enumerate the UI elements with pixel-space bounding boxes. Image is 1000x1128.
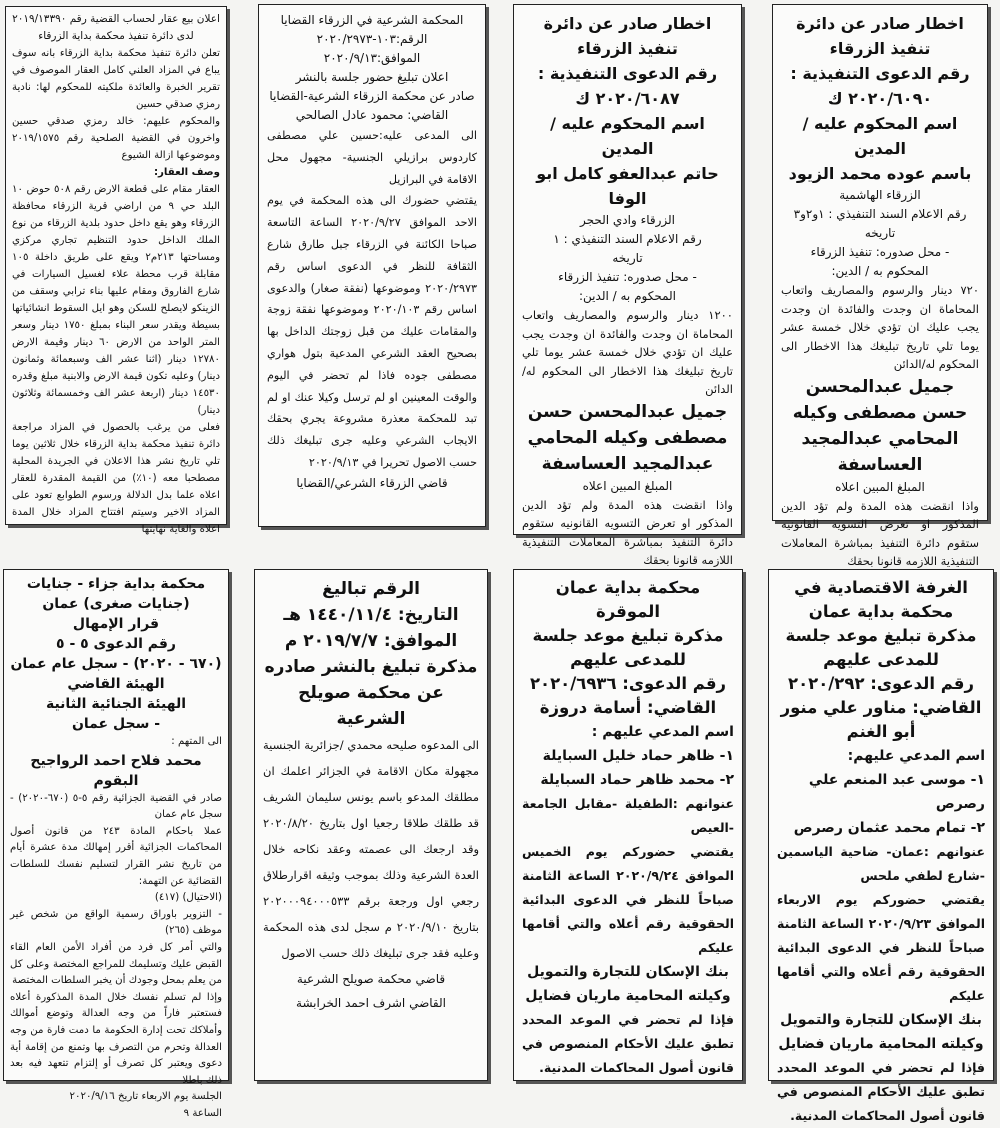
- court-division: (جنايات صغرى) عمان: [42, 596, 190, 612]
- debtor-address: الزرقاء وادي الحجر: [579, 213, 676, 227]
- defendants-label: اسم المدعي عليهم :: [591, 724, 734, 740]
- issuer: عن محكمة صويلح الشرعية: [298, 683, 444, 729]
- accused-label: الى المتهم :: [171, 736, 222, 747]
- notice-title: اعلان بيع عقار لحساب القضية رقم ٢٠١٩/١٣٣٩٠: [12, 13, 220, 25]
- decree-number: رقم الاعلام السند التنفيذي : ١: [553, 232, 702, 246]
- notice-title: مذكرة تبليغ بالنشر صادره: [264, 657, 478, 677]
- judge-name: القاضي: محمود عادل الصالحي: [295, 108, 449, 122]
- debtor-name: حاتم عبدالعفو كامل ابو الوفا: [536, 164, 719, 208]
- case-register: (٦٧٠ - ٢٠٢٠) - سجل عام عمان: [10, 656, 222, 672]
- warning: فإذا لم تحضر في الموعد المحدد تطبق عليك الأحكام المنصوص في قانون أصول المحاكمات المدنية.: [777, 1060, 985, 1123]
- arrest-order: والتي أمر كل فرد من أفراد الأمن العام القاء القبض عليك وتسليمك للمراجع المختصة وعلى كل من يعلم بمحل وجودك أن يخبر السلطات المختصة: [10, 941, 222, 987]
- hearing-details: يقتضي حضوركم يوم الاربعاء الموافق ٢٠٢٠/٩/٢٣ الساعة الثامنة صباحاً للنظر في الدعوى البدائية الحقوقية رقم أعلاه والتي أقامها عليكم: [777, 892, 985, 1003]
- notice-title: مذكرة تبليغ موعد جلسة للمدعى عليهم: [785, 626, 977, 669]
- issuer: لدى دائرة تنفيذ محكمة بداية الزرقاء: [38, 30, 194, 42]
- plaintiff: بنك الإسكان للتجارة والتمويل: [527, 964, 729, 980]
- notice-heading: اخطار صادر عن دائرة: [543, 14, 712, 33]
- issue-place: - محل صدوره: تنفيذ الزرقاء: [558, 270, 697, 284]
- notice-execution-6087: [513, 4, 742, 567]
- debtor-label: اسم المحكوم عليه / المدين: [550, 114, 705, 158]
- notice-body: تعلن دائرة تنفيذ محكمة بداية الزرقاء بانه سوف يباع في المزاد العلني كامل العقار الموصوف في تقرير الخبرة والعائدة ملكيته للمحكوم لها: نادية رمزي صدقي حسين: [12, 48, 220, 110]
- register-label: - سجل عمان: [71, 716, 161, 732]
- notice-heading: اخطار صادر عن دائرة: [796, 14, 964, 33]
- case-number: ٢٠٢٠/٦٠٨٧ ك: [575, 89, 680, 108]
- charge-2: - التزوير باوراق رسمية الواقع من شخص غير موظف (٢٦٥): [10, 908, 222, 937]
- notice-body: واذا انقضت هذه المدة ولم تؤد الدين المذكور او تعرض التسويه القانونيه ستقوم دائرة التنفيذ بمباشرة المعاملات التنفيذية اللازمه قانونا بحقك: [522, 497, 733, 567]
- reference-number: الرقم:١٠٣-٢٠٢٠/٢٩٧٣: [316, 32, 428, 46]
- notice-title: اعلان تبليغ حضور جلسة بالنشر: [295, 70, 449, 84]
- notice-execution-6090: [772, 4, 988, 568]
- notice-date: الموافق:٢٠٢٠/٩/١٣: [323, 51, 421, 65]
- judge-name: القاضي: أسامة دروزة: [539, 698, 717, 717]
- notice-heading: تنفيذ الزرقاء: [577, 39, 678, 58]
- session-time: الساعة ٩: [183, 1107, 222, 1119]
- court-name: محكمة بداية جزاء - جنايات: [26, 576, 206, 592]
- signature: قاضي محكمة صويلح الشرعية: [296, 972, 446, 986]
- auction-terms: فعلى من يرغب بالحصول في المزاد مراجعة دائرة تنفيذ محكمة بداية الزرقاء خلال ثلاثين يوما تلي تاريخ نشر هذا الاعلان في الجريدة المحلية مصطحبا معه (١٠٪) من القيمة المقدرة للعقار اعلاه علما بدل الدلالة ورسوم الطوابع تعود على المزاد الاخير وسيتم افتتاح المزاد خلال المدة اعلاه والغاية نهايتها: [12, 422, 221, 535]
- judgment-label: المحكوم به / الدين:: [831, 264, 929, 278]
- session-date: الجلسة يوم الاربعاء تاريخ ٢٠٢٠/٩/١٦: [69, 1091, 222, 1103]
- case-number: رقم الدعوى: ٢٠٢٠/٢٩٢: [788, 674, 974, 693]
- court-name: محكمة بداية عمان الموقرة: [555, 578, 701, 621]
- defendant-2: ٢- محمد ظاهر حماد السبايلة: [540, 772, 734, 788]
- notice-sharia-court-zarqa: [258, 4, 486, 527]
- amount-note: المبلغ المبين اعلاه: [582, 478, 673, 493]
- decree-date-label: تاريخه: [864, 226, 896, 240]
- notice-heading: تنفيذ الزرقاء: [829, 39, 931, 58]
- plaintiff: بنك الإسكان للتجارة والتمويل: [780, 1012, 982, 1028]
- property-description-label: وصف العقار:: [153, 167, 220, 178]
- panel-label: الهيئة القاضي: [67, 676, 165, 692]
- decree-number: رقم الاعلام السند التنفيذي : ١و٢و٣: [793, 207, 967, 221]
- defendant-1: ١- موسى عبد المنعم علي رصرص: [808, 772, 985, 812]
- accused-name: محمد فلاح احمد الرواجيح البقوم: [30, 752, 202, 789]
- judge-name: القاضي: مناور علي منور أبو الغنم: [780, 698, 982, 741]
- judgment-label: المحكوم به / الدين:: [579, 289, 676, 303]
- notice-body: واذا انقضت هذه المدة ولم تؤد الدين المذكور او تعرض التسويه القانونيه ستقوم دائرة التنفيذ بمباشرة المعاملات التنفيذية اللازمه قانونا بحقك: [781, 498, 979, 568]
- debtor-address: الزرقاء الهاشمية: [839, 188, 921, 202]
- court-name: المحكمة الشرعية في الزرقاء القضايا: [280, 13, 464, 27]
- defendants-address: عنوانهم :عمان- ضاحية الياسمين -شارع لطفي ملحس: [777, 844, 985, 883]
- court-name: الغرفة الاقتصادية في محكمة بداية عمان: [794, 578, 968, 621]
- case-number-label: رقم الدعوى التنفيذية :: [537, 64, 718, 83]
- gregorian-date: الموافق: ٢٠١٩/٧/٧ م: [284, 631, 458, 651]
- notice-property-sale: [5, 6, 227, 535]
- defendants: والمحكوم عليهم: خالد رمزي صدقي حسين واخرون في القضية الصلحية رقم ٢٠١٩/١٥٧٥ وموضوعها ازالة الشيوع: [12, 116, 220, 161]
- decision-title: قرار الإمهال: [72, 616, 160, 632]
- defendant: الى المدعى عليه:حسين علي مصطفى كاردوس برازيلي الجنسية- مجهول محل الاقامة في البرازيل: [267, 129, 477, 186]
- notice-economic-chamber: [768, 569, 994, 1123]
- issue-place: - محل صدوره: تنفيذ الزرقاء: [810, 245, 950, 259]
- charge-1: (الاحتيال) (٤١٧): [154, 892, 222, 904]
- debtor-label: اسم المحكوم عليه / المدين: [802, 114, 958, 158]
- panel-name: الهيئة الجنائية الثانية: [45, 696, 187, 712]
- notice-criminal-court: [3, 569, 229, 1119]
- case-number: رقم الدعوى ٥ - ٥: [56, 636, 176, 652]
- hearing-details: يقتضي حضوركم يوم الخميس الموافق ٢٠٢٠/٩/٢٤ الساعة الثامنة صباحاً للنظر في الدعوى البدائية الحقوقية رقم أعلاه والتي أقامها عليكم: [522, 844, 734, 955]
- notice-body: يقتضي حضورك الى هذه المحكمة في يوم الاحد الموافق ٢٠٢٠/٩/٢٧ الساعة التاسعة صباحا الكائنة في الزرقاء جبل طارق شارع الثقافة للنظر في الدعوى اساس رقم ٢٠٢٠/٢٩٧٣ وموضوعها (نفقة صغار) والدعوى اساس رقم ٢٠٢٠/١٠٣ وموضوعها نفقة زوجة والمقامات عليك من قبل زوجتك الداخل بها بصحيح العقد الشرعي المدعية بتول هواري مصطفى جوده فاذا لم تحضر في اليوم والوقت المعينين او لم ترسل وكيلا عنك او لم تبد للمحكمة معذرة مشروعة يجري بحقك الايجاب الشرعي وعليه جرى تبليغك ذلك حسب الاصول تحريرا في ٢٠٢٠/٩/١٣: [267, 194, 478, 469]
- defendant-1: ١- ظاهر حماد خليل السبايلة: [542, 748, 734, 764]
- notice-body: ١٢٠٠ دينار والرسوم والمصاريف واتعاب المحاماة ان وجدت والفائدة ان وجدت يجب عليك ان تؤدي خلال خمسة عشر يوما تلي تاريخ تبليغك هذا الاخطار الى المحكوم له/الدائن: [522, 308, 733, 396]
- case-number-label: رقم الدعوى التنفيذية :: [790, 64, 970, 83]
- consequences: وإذا لم تسلم نفسك خلال المدة المذكورة أعلاه فستعتبر فاراً من وجه العدالة وتوضع أموالك وأملاكك تحت إدارة الحكومة ما دمت فارة من وجه العدالة وتحرم من التصرف بها وتمنع من إقامة أية دعوى ويعتبر كل تصرف أو إلتزام تتعهد فيه بعد ذلك باطلا: [10, 991, 222, 1086]
- decision-body: عملا باحكام المادة ٢٤٣ من قانون أصول المحاكمات الجزائية أقرر إمهالك مدة عشرة أيام من تاريخ نشر القرار لتسليم نفسك للسلطات القضائية عن التهمة:: [10, 825, 222, 887]
- notice-amman-court: [513, 569, 743, 1081]
- notice-body: الى المدعوه صليحه محمدي /جزائرية الجنسية مجهولة مكان الاقامة في الجزائر اعلمك ان مطلقك المدعو باسم يونس سليمان الشريف قد طلقك طلاقا رجعيا اول بتاريخ ٢٠٢٠/٨/٢٠ وقد ارجعك الى عصمته وعقد نكاحه خلال العدة الشرعية وذلك بموجب وثيقه اقرارطلاق رجعي اول ورجعة برقم ٢٠٢٠٠٠٩٤٠٠٠٥٣٣ بتاريخ ٢٠٢٠/٩/١٠ م سجل لدى هذه المحكمة وعليه فقد جرى تبليغك ذلك حسب الاصول: [263, 738, 479, 960]
- case-number: رقم الدعوى: ٢٠٢٠/٦٩٣٦: [529, 674, 727, 693]
- property-description: العقار مقام على قطعة الارض رقم ٥٠٨ حوض ١٠ البلد حي ٩ من اراضي قرية الزرقاء محافظة الزرقاء وهو يقع داخل حدود بلدية الزرقاء من نوع الملك الداخل حدود التنظيم تجاري مركزي ومساحتها ٢١٣م٢ ويقع على طريق داخلة ١٠٥ مقابلة قرب محطة علاء لغسيل السيارات في شارع الفاروق ومقام عليها بناء ترابي وسقف من الزينكو لايصلح للسكن وهو ايل السقوط انشائياتها بسيطة ويقدر سعر البناء بمبلغ ١٧٥٠ دينار وسعر المتر الواحد من الارض ٦٠ دينار وقيمة الارض ١٢٧٨٠ دينار (اثنا عشر الف وسبعمائة وثمانون دينار) وعليه تكون قيمة الارض والابنية مبلغ وقدره ١٤٥٣٠ دينار (اربعة عشر الف وخمسمائة وثلاثون دينار): [12, 184, 221, 416]
- case-number: ٢٠٢٠/٦٠٩٠ ك: [827, 89, 933, 108]
- defendant-2: ٢- تمام محمد عثمان رصرص: [793, 820, 985, 836]
- debtor-name: باسم عوده محمد الزيود: [788, 164, 972, 183]
- judge-name: القاضي اشرف احمد الخرابشة: [296, 996, 446, 1010]
- case-reference: صادر في القضية الجزائية رقم ٥-٥ (٦٧٠-٢٠٢٠) - سجل عام عمان: [10, 792, 223, 821]
- creditor-name: جميل عبدالمحسن حسن مصطفى وكيله المحامي عبدالمجيد العساسفة: [527, 401, 728, 474]
- decree-date-label: تاريخه: [612, 251, 643, 265]
- notice-body: ٧٢٠ دينار والرسوم والمصاريف واتعاب المحاماة ان وجدت والفائدة ان وجدت يجب عليك ان تؤدي خلال خمسة عشر يوما تلي تاريخ تبليغك هذا الاخطار الى المحكوم له/الدائن: [781, 283, 979, 371]
- signature: قاضي الزرقاء الشرعي/القضايا: [296, 475, 448, 490]
- plaintiff-lawyer: وكيلته المحامية ماريان فضايل: [778, 1036, 984, 1052]
- defendants-address: عنوانهم :الطفيلة -مقابل الجامعة -العيص: [522, 796, 734, 835]
- defendants-label: اسم المدعي عليهم:: [847, 748, 985, 764]
- creditor-name: جميل عبدالمحسن حسن مصطفى وكيله المحامي عبدالمجيد العساسفة: [792, 376, 968, 475]
- amount-note: المبلغ المبين اعلاه: [835, 479, 925, 494]
- notice-title: مذكرة تبليغ موعد جلسة للمدعى عليهم: [532, 626, 724, 669]
- hijri-date: التاريخ: ١٤٤٠/١١/٤ هـ: [283, 605, 459, 625]
- reference-label: الرقم تباليغ: [322, 579, 420, 599]
- notice-sweileh-sharia-court: [254, 569, 488, 1081]
- plaintiff-lawyer: وكيلته المحامية ماريان فضايل: [525, 988, 731, 1004]
- issuer: صادر عن محكمة الزرقاء الشرعية-القضايا: [269, 89, 475, 103]
- warning: فإذا لم تحضر في الموعد المحدد تطبق عليك الأحكام المنصوص في قانون أصول المحاكمات المدنية.: [522, 1012, 734, 1075]
